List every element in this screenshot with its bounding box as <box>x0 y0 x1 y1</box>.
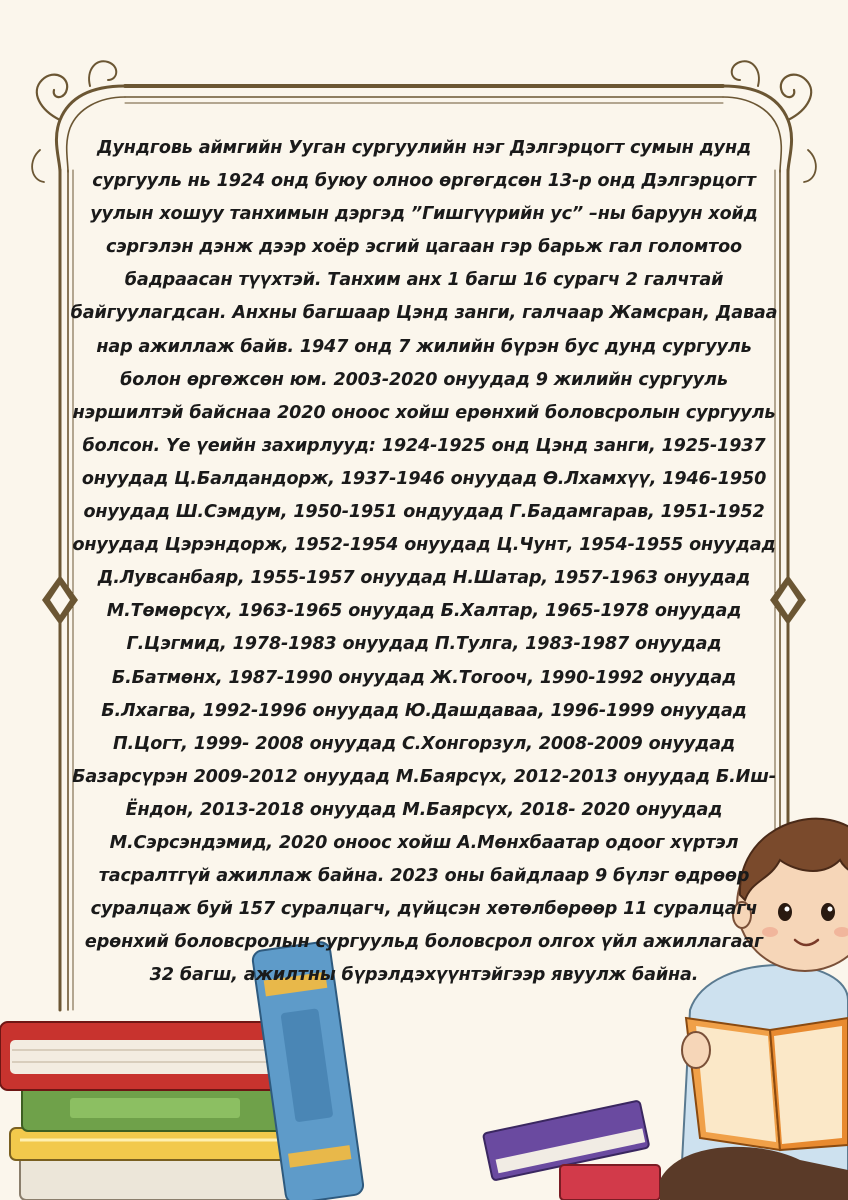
school-history-paragraph: Дундговь аймгийн Ууган сургуулийн нэг Дэлгэрцогт сумын дунд сургууль нь 1924 онд буюу олноо өргөгдсөн 13-р онд Дэлгэрцогт уулын хошуу танхимын дэргэд ”Гишгүүрийн ус” –ны баруун хойд сэргэлэн дэнж дээр хоёр эсгий цагаан гэр барьж гал голомтоо бадраасан түүхтэй. Танхим анх 1 багш 16 сурагч 2 галчтай байгуулагдсан. Анхны багшаар Цэнд занги, галчаар Жамсран, Даваа нар ажиллаж байв. 1947 онд 7 жилийн бүрэн бус дунд сургууль болон өргөжсөн юм. 2003-2020 онуудад 9 жилийн сургууль нэршилтэй байснаа 2020 оноос хойш ерөнхий боловсролын сургууль болсон. Үе үеийн захирлууд: 1924-1925 онд Цэнд занги, 1925-1937 онуудад Ц.Балдандорж, 1937-1946 онуудад Ө.Лхамхүү, 1946-1950 онуудад Ш.Сэмдум, 1950-1951 ондуудад Г.Бадамгарав, 1951-1952 онуудад Цэрэндорж, 1952-1954 онуудад Ц.Чунт, 1954-1955 онуудад Д.Лувсанбаяр, 1955-1957 онуудад Н.Шатар, 1957-1963 онуудад М.Төмөрсүх, 1963-1965 онуудад Б.Халтар, 1965-1978 онуудад Г.Цэгмид, 1978-1983 онуудад П.Тулга, 1983-1987 онуудад Б.Батмөнх, 1987-1990 онуудад Ж.Тогооч, 1990-1992 онуудад Б.Лхагва, 1992-1996 онуудад Ю.Дашдаваа, 1996-1999 онуудад П.Цогт, 1999- 2008 онуудад С.Хонгорзул, 2008-2009 онуудад Базарсүрэн 2009-2012 онуудад М.Баярсүх, 2012-2013 онуудад Б.Иш- Ёндон, 2013-2018 онуудад М.Баярсүх, 2018- 2020 онуудад М.Сэрсэндэмид, 2020 оноос хойш А.Мөнхбаатар одоог хүртэл тасралтгүй ажиллаж байна. 2023 оны байдлаар 9 бүлэг өдрөөр суралцаж буй 157 суралцагч, дүйцсэн хөтөлбөрөөр 11 суралцагч ерөнхий боловсролын сургуульд боловсрол олгох үйл ажиллагааг 32 багш, ажилтны бүрэлдэхүүнтэйгээр явуулж байна. <box>70 138 778 986</box>
